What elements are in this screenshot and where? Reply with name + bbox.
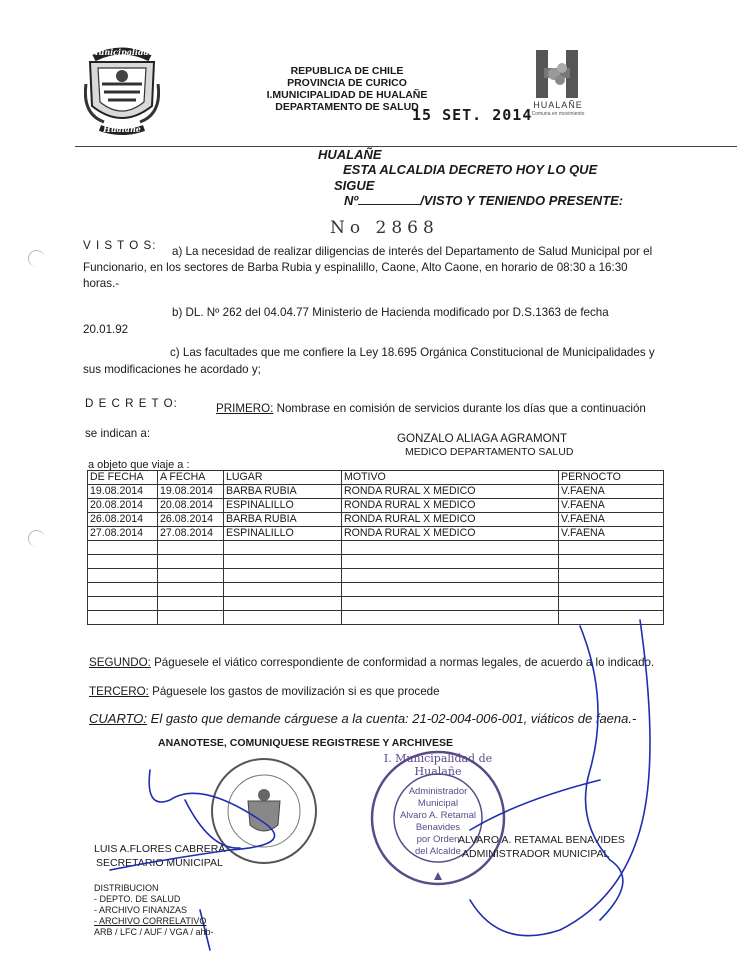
punch-hole [28,530,45,547]
table-cell [88,541,158,555]
table-cell: BARBA RUBIA [224,513,342,527]
table-cell: 26.08.2014 [88,513,158,527]
primero-line2: se indican a: [85,427,151,440]
vistos-a-line3: horas.- [83,277,120,290]
table-cell [559,597,664,611]
table-header-cell: LUGAR [224,471,342,485]
header-line: I.MUNICIPALIDAD DE HUALAÑE [266,89,428,101]
stamp-ring-text: I. Municipalidad de Hualañe [383,752,493,778]
hualane-logo-name: HUALAÑE [533,100,583,110]
segundo-text: Páguesele el viático correspondiente de conformidad a normas legales, de acuerdo a lo indicado. [150,656,655,669]
stamp-line: por Orden [416,834,460,845]
primero-text: Nombrase en comisión de servicios durante los días que a continuación [273,402,646,415]
table-header-cell: MOTIVO [342,471,559,485]
table-cell [88,569,158,583]
crest-top-text: Municipalidad [89,47,155,57]
cuarto-line [89,711,636,726]
secretary-name: LUIS A.FLORES CABRERA [94,843,226,855]
closing-line: ANANOTESE, COMUNIQUESE REGISTRESE Y ARCHIVESE [158,737,454,749]
crest-bottom-text: Hualañe [103,124,141,134]
table-cell [88,555,158,569]
table-cell [224,569,342,583]
cuarto-label: CUARTO: [89,711,148,726]
stamp-line: del Alcalde [415,846,461,857]
stamp-line: Municipal [417,798,459,809]
distribution-initials: ARB / LFC / AUF / VGA / ahb- [94,927,214,937]
table-cell: ESPINALILLO [224,527,342,541]
table-cell: RONDA RURAL X MEDICO [342,499,559,513]
header-line: PROVINCIA DE CURICO [287,77,407,89]
objeto-label: a objeto que viaje a : [88,459,190,471]
cuarto-text: El gasto que demande cárguese a la cuenta: 21-02-004-006-001, viáticos de faena.- [147,711,637,726]
table-cell: V.FAENA [559,513,664,527]
primero-line [216,401,646,416]
hualane-logo-tagline: Comuna en movimiento [531,111,585,117]
table-header-cell: PERNOCTO [559,471,664,485]
header-divider [75,146,737,147]
punch-hole [28,250,45,267]
vistos-b-line2: 20.01.92 [83,323,129,336]
table-cell [342,597,559,611]
table-cell: 20.08.2014 [158,499,224,513]
stamp-line: Alvaro A. Retamal [399,810,477,821]
table-cell [342,541,559,555]
table-cell [224,555,342,569]
distribution-item: - ARCHIVO FINANZAS [94,905,188,915]
vistos-c-line1: c) Las facultades que me confiere la Ley 18.695 Orgánica Constitucional de Municipalidades y [170,346,655,359]
administrator-name: ALVARO A. RETAMAL BENAVIDES [458,834,625,846]
table-cell [224,541,342,555]
header-line: REPUBLICA DE CHILE [290,65,404,77]
table-row [88,597,664,611]
table-row [88,555,664,569]
table-cell [158,569,224,583]
numero-label: Nº [344,193,359,208]
table-header-cell: DE FECHA [88,471,158,485]
table-cell: RONDA RURAL X MEDICO [342,527,559,541]
table-cell [88,597,158,611]
administrator-stamp [368,748,508,888]
hualane-logo [526,48,590,120]
distribution-title: DISTRIBUCION [94,883,159,893]
table-cell [559,569,664,583]
vistos-a-line2: Funcionario, en los sectores de Barba Rubia y espinalillo, Caone, Alto Caone, en horario de 08:30 a 16:30 [83,261,628,274]
table-cell: V.FAENA [559,485,664,499]
table-row [88,611,664,625]
table-cell: ESPINALILLO [224,499,342,513]
table-cell: 27.08.2014 [158,527,224,541]
table-row [88,485,664,499]
date-stamp: 15 SET. 2014 [412,106,533,124]
segundo-label: SEGUNDO: [89,656,151,669]
table-cell [342,583,559,597]
table-cell [559,583,664,597]
table-cell [342,569,559,583]
table-cell: 27.08.2014 [88,527,158,541]
header-line: DEPARTAMENTO DE SALUD [275,101,419,113]
table-cell: 26.08.2014 [158,513,224,527]
table-cell: RONDA RURAL X MEDICO [342,513,559,527]
table-cell [559,541,664,555]
vistos-a-line1: a) La necesidad de realizar diligencias de interés del Departamento de Salud Municipal por el [172,245,653,258]
table-cell: RONDA RURAL X MEDICO [342,485,559,499]
table-cell: V.FAENA [559,527,664,541]
table-row [88,513,664,527]
tercero-label: TERCERO: [89,685,149,698]
table-cell [88,611,158,625]
visto-label: /VISTO Y TENIENDO PRESENTE: [420,193,624,208]
primero-label: PRIMERO: [216,402,274,415]
table-cell [158,611,224,625]
table-cell [559,555,664,569]
secretary-role: SECRETARIO MUNICIPAL [96,857,223,869]
distribution-item: - DEPTO. DE SALUD [94,894,181,904]
municipal-crest-logo [84,44,160,136]
table-cell [158,583,224,597]
table-cell: BARBA RUBIA [224,485,342,499]
table-row [88,569,664,583]
preamble-hualane: HUALAÑE [318,147,382,162]
person-name: GONZALO ALIAGA AGRAMONT [397,432,568,445]
vistos-b-line1: b) DL. Nº 262 del 04.04.77 Ministerio de Hacienda modificado por D.S.1363 de fecha [172,306,609,319]
administrator-role: ADMINISTRADOR MUNICIPAL [462,848,610,860]
table-cell [88,583,158,597]
person-role: MEDICO DEPARTAMENTO SALUD [405,446,574,458]
tercero-line [89,684,440,699]
table-cell [158,555,224,569]
table-row [88,499,664,513]
vistos-c-line2: sus modificaciones he acordado y; [83,363,261,376]
stamp-line: Benavides [415,822,461,833]
table-cell [224,583,342,597]
table-cell [342,611,559,625]
tercero-text: Páguesele los gastos de movilización si es que procede [148,685,440,698]
stamp-line: Administrador [408,786,468,797]
table-header-row [88,471,664,485]
preamble-visto [344,193,623,208]
table-cell: V.FAENA [559,499,664,513]
table-cell: 19.08.2014 [88,485,158,499]
distribution-item: - ARCHIVO CORRELATIVO [94,916,207,926]
travel-table [87,470,664,625]
table-cell [158,597,224,611]
decree-number: No 2868 [330,218,439,238]
table-header-cell: A FECHA [158,471,224,485]
table-cell [559,611,664,625]
table-row [88,583,664,597]
table-row [88,541,664,555]
table-cell [224,611,342,625]
header-block [262,65,432,113]
table-cell [342,555,559,569]
table-cell [224,597,342,611]
table-row [88,527,664,541]
distribution-block [94,883,214,938]
preamble-alcaldia: ESTA ALCALDIA DECRETO HOY LO QUE [343,162,598,177]
vistos-label: V I S T O S: [83,239,157,252]
decreto-label: D E C R E T O: [85,397,178,410]
table-cell [158,541,224,555]
table-cell: 20.08.2014 [88,499,158,513]
table-cell: 19.08.2014 [158,485,224,499]
segundo-line [89,655,654,670]
preamble-sigue: SIGUE [334,178,375,193]
